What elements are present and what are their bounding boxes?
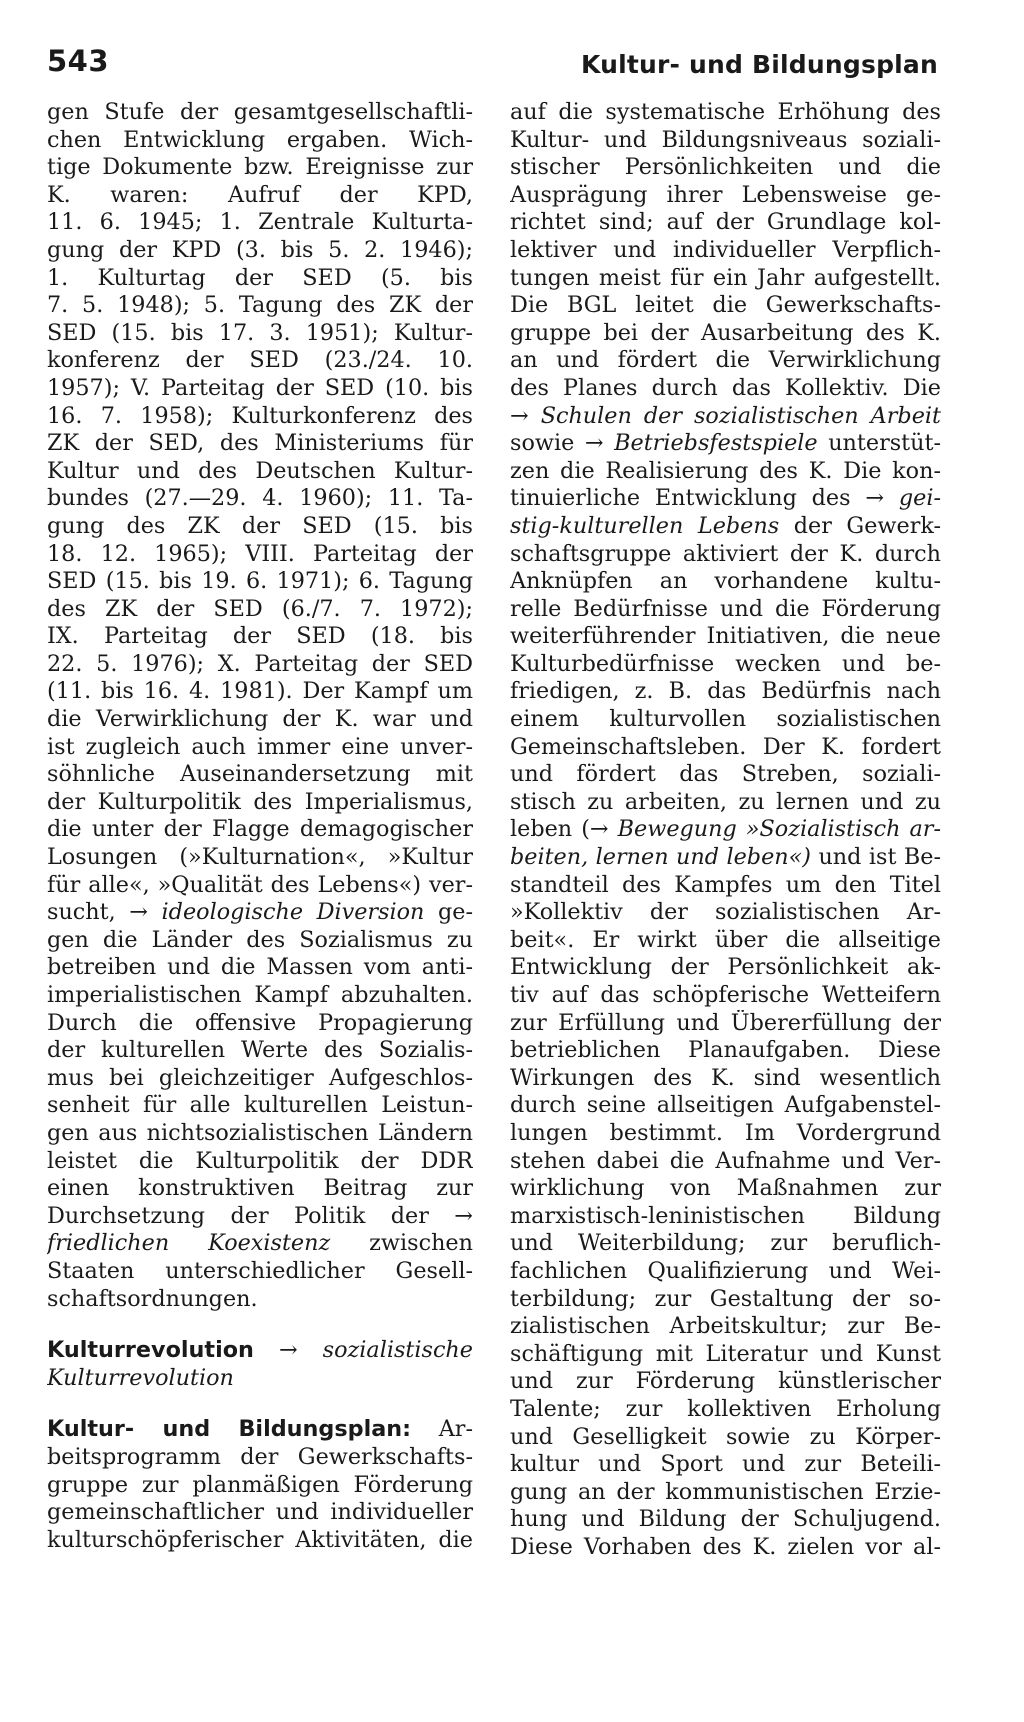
text-line: gen die Länder des Sozialismus zu: [47, 926, 473, 953]
text-line: tiv auf das schöpferische Wetteifern: [510, 982, 941, 1008]
text-line: »Kollektiv der sozialistischen Ar-: [510, 899, 941, 926]
text-run: tinuierliche Entwicklung des: [510, 485, 866, 512]
cross-reference-ideologische-diversion[interactable]: ideologische Diversion: [161, 899, 425, 926]
text-line: der Kulturpolitik des Imperialismus,: [47, 788, 473, 815]
text-run: sowie: [510, 430, 585, 457]
page-number: 543: [47, 44, 110, 78]
text-line: Gemeinschaftsleben. Der K. fordert: [510, 733, 941, 760]
entry-spacer: [47, 1313, 473, 1337]
text-line: mus bei gleichzeitiger Aufgeschlos-: [47, 1064, 473, 1091]
cross-reference-arrow-icon: →: [865, 485, 899, 512]
text-line: weiterführender Initiativen, die neue: [510, 623, 941, 650]
text-line: [47, 1416, 473, 1444]
text-line: und Geselligkeit sowie zu Körper-: [510, 1423, 941, 1450]
entry-spacer: [47, 1392, 473, 1416]
text-line: marxistisch-leninistischen Bildung: [510, 1202, 941, 1229]
cross-reference-sozialistische-kulturrevolution[interactable]: sozialistische: [322, 1337, 473, 1364]
text-run: unterstüt-: [817, 430, 941, 457]
cross-reference-friedliche-koexistenz[interactable]: friedlichen Koexistenz: [47, 1230, 331, 1257]
text-line: hung und Bildung der Schuljugend.: [510, 1506, 941, 1533]
text-line: betrieblichen Planaufgaben. Diese: [510, 1037, 941, 1064]
text-line: SED (15. bis 17. 3. 1951); Kultur-: [47, 319, 473, 346]
cross-reference-bewegung-sozialistisch-arbeiten[interactable]: Bewegung »Sozialistisch ar-: [617, 816, 941, 843]
text-line: wirklichung von Maßnahmen zur: [510, 1175, 941, 1202]
text-line: für alle«, »Qualität des Lebens«) ver-: [47, 871, 473, 898]
text-line: einen konstruktiven Beitrag zur: [47, 1175, 473, 1202]
text-line: Ausprägung ihrer Lebensweise ge-: [510, 181, 941, 208]
text-line: stischer Persönlichkeiten und die: [510, 154, 941, 181]
text-line: tige Dokumente bzw. Ereignisse zur: [47, 154, 473, 181]
text-line: der kulturellen Werte des Sozialis-: [47, 1037, 473, 1064]
text-line: Durchsetzung der Politik der →: [47, 1202, 473, 1229]
text-line: und fördert das Streben, soziali-: [510, 761, 941, 788]
text-line: Diese Vorhaben des K. zielen vor al-: [510, 1533, 941, 1560]
cross-reference-arrow-icon: →: [129, 899, 162, 926]
entry-headword: Kulturrevolution: [47, 1337, 254, 1364]
text-line: und zur Förderung künstlerischer: [510, 1368, 941, 1395]
text-line: 11. 6. 1945; 1. Zentrale Kulturta-: [47, 209, 473, 236]
text-line: Die BGL leitet die Gewerkschafts-: [510, 292, 941, 319]
cross-reference-sozialistische-kulturrevolution-cont[interactable]: Kulturrevolution: [47, 1364, 234, 1391]
text-line: des Planes durch das Kollektiv. Die: [510, 374, 941, 401]
text-line: gung der KPD (3. bis 5. 2. 1946);: [47, 236, 473, 263]
text-line: [47, 1337, 473, 1365]
text-line: [510, 816, 941, 844]
text-line: relle Bedürfnisse und die Förderung: [510, 595, 941, 622]
text-line: zur Erfüllung und Übererfüllung der: [510, 1009, 941, 1036]
text-line: Kultur- und Bildungsniveaus soziali-: [510, 126, 941, 153]
text-line: schaftsordnungen.: [47, 1285, 258, 1312]
text-line: konferenz der SED (23./24. 10.: [47, 347, 473, 374]
text-line: lungen bestimmt. Im Vordergrund: [510, 1119, 941, 1146]
text-line: bundes (27.—29. 4. 1960); 11. Ta-: [47, 485, 473, 512]
text-line: 1957); V. Parteitag der SED (10. bis: [47, 374, 473, 401]
text-line: kulturschöpferischer Aktivitäten, die: [47, 1526, 473, 1553]
text-run: und ist Be-: [810, 844, 941, 871]
text-line: IX. Parteitag der SED (18. bis: [47, 623, 473, 650]
text-line: Losungen (»Kulturnation«, »Kultur: [47, 844, 473, 871]
text-line: 22. 5. 1976); X. Parteitag der SED: [47, 650, 473, 677]
text-line: [510, 430, 941, 458]
text-line: friedigen, z. B. das Bedürfnis nach: [510, 678, 941, 705]
text-line: Staaten unterschiedlicher Gesell-: [47, 1257, 473, 1284]
text-line: [47, 1365, 473, 1393]
text-line: an und fördert die Verwirklichung: [510, 347, 941, 374]
cross-reference-schulen-der-sozialistischen-arbeit[interactable]: Schulen der sozialistischen Arbeit: [540, 402, 941, 429]
text-line: K. waren: Aufruf der KPD,: [47, 181, 473, 208]
entry-headword: Kultur- und Bildungsplan:: [47, 1416, 412, 1443]
cross-reference-geistig-kulturelles-leben-cont[interactable]: stig-kulturellen Lebens: [510, 512, 780, 539]
text-line: richtet sind; auf der Grundlage kol-: [510, 209, 941, 236]
text-line: [47, 1230, 473, 1258]
text-line: beitsprogramm der Gewerkschafts-: [47, 1443, 473, 1470]
text-line: die unter der Flagge demagogischer: [47, 816, 473, 843]
text-line: beit«. Er wirkt über die allseitige: [510, 926, 941, 953]
text-line: Durch die offensive Propagierung: [47, 1009, 473, 1036]
text-line: kultur und Sport und zur Beteili-: [510, 1451, 941, 1478]
text-line: söhnliche Auseinandersetzung mit: [47, 761, 473, 788]
text-line: gemeinschaftlicher und individueller: [47, 1499, 473, 1526]
text-line: gung an der kommunistischen Erzie-: [510, 1478, 941, 1505]
text-line: (11. bis 16. 4. 1981). Der Kampf um: [47, 678, 473, 705]
text-line: standteil des Kampfes um den Titel: [510, 871, 941, 898]
cross-reference-arrow-icon: →: [253, 1337, 323, 1364]
text-line: einem kulturvollen sozialistischen: [510, 706, 941, 733]
text-run: Ar-: [411, 1416, 473, 1443]
text-line: Anknüpfen an vorhandene kultu-: [510, 568, 941, 595]
text-line: gruppe zur planmäßigen Förderung: [47, 1471, 473, 1498]
text-line: schaftsgruppe aktiviert der K. durch: [510, 540, 941, 567]
text-line: fachlichen Qualifizierung und Wei-: [510, 1257, 941, 1284]
text-line: gung des ZK der SED (15. bis: [47, 512, 473, 539]
text-run: sucht,: [47, 899, 130, 926]
cross-reference-betriebsfestspiele[interactable]: Betriebsfestspiele: [614, 430, 818, 457]
text-line: ZK der SED, des Ministeriums für: [47, 430, 473, 457]
cross-reference-arrow-icon: →: [584, 430, 615, 457]
text-line: [510, 485, 941, 513]
text-line: [47, 899, 473, 927]
text-line: stehen dabei die Aufnahme und Ver-: [510, 1147, 941, 1174]
text-line: 18. 12. 1965); VIII. Parteitag der: [47, 540, 473, 567]
text-line: chen Entwicklung ergaben. Wich-: [47, 126, 473, 153]
text-line: [510, 844, 941, 872]
text-line: die Verwirklichung der K. war und: [47, 706, 473, 733]
text-line: zen die Realisierung des K. Die kon-: [510, 457, 941, 484]
entry-continuation-paragraph: [47, 99, 473, 1313]
text-line: leistet die Kulturpolitik der DDR: [47, 1147, 473, 1174]
right-column: [510, 99, 941, 1561]
cross-reference-geistig-kulturelles-leben[interactable]: gei-: [898, 485, 941, 512]
text-line: gen Stufe der gesamtgesellschaftli-: [47, 99, 473, 125]
text-line: Wirkungen des K. sind wesentlich: [510, 1064, 941, 1091]
text-line: gruppe bei der Ausarbeitung des K.: [510, 319, 941, 346]
text-line: 16. 7. 1958); Kulturkonferenz des: [47, 402, 473, 429]
text-line: lektiver und individueller Verpflich-: [510, 236, 941, 263]
text-line: des ZK der SED (6./7. 7. 1972);: [47, 595, 473, 622]
text-run: leben (: [510, 816, 590, 843]
cross-reference-arrow-icon: →: [589, 816, 618, 843]
text-line: auf die systematische Erhöhung des: [510, 99, 941, 125]
text-line: gen aus nichtsozialistischen Ländern: [47, 1119, 473, 1146]
cross-reference-arrow-icon: →: [510, 402, 541, 429]
running-head: Kultur- und Bildungsplan: [580, 50, 938, 79]
entry-kulturrevolution: [47, 1337, 473, 1392]
text-line: SED (15. bis 19. 6. 1971); 6. Tagung: [47, 568, 473, 595]
text-line: tungen meist für ein Jahr aufgestellt.: [510, 264, 941, 291]
text-line: zialistischen Arbeitskultur; zur Be-: [510, 1313, 941, 1340]
entry-kultur-und-bildungsplan: [47, 1416, 473, 1554]
text-line: imperialistischen Kampf abzuhalten.: [47, 982, 473, 1008]
left-column: [47, 99, 473, 1554]
text-line: [510, 513, 941, 541]
text-run: zwischen: [330, 1230, 473, 1257]
text-line: schäftigung mit Literatur und Kunst: [510, 1340, 941, 1367]
text-line: Kultur und des Deutschen Kultur-: [47, 457, 473, 484]
text-line: terbildung; zur Gestaltung der so-: [510, 1285, 941, 1312]
page-header: [47, 44, 938, 84]
text-line: durch seine allseitigen Aufgabenstel-: [510, 1092, 941, 1119]
text-line: Entwicklung der Persönlichkeit ak-: [510, 954, 941, 981]
text-line: [510, 403, 941, 431]
text-run: der Gewerk-: [779, 512, 941, 539]
text-line: Talente; zur kollektiven Erholung: [510, 1395, 941, 1422]
text-line: senheit für alle kulturellen Leistun-: [47, 1092, 473, 1119]
text-line: und Weiterbildung; zur beruflich-: [510, 1230, 941, 1257]
text-line: 1. Kulturtag der SED (5. bis: [47, 264, 473, 291]
text-line: Kulturbedürfnisse wecken und be-: [510, 650, 941, 677]
text-line: ist zugleich auch immer eine unver-: [47, 733, 473, 760]
text-run: ge-: [424, 899, 473, 926]
text-line: betreiben und die Massen vom anti-: [47, 954, 473, 981]
cross-reference-bewegung-sozialistisch-arbeiten-cont[interactable]: beiten, lernen und leben«): [510, 844, 811, 871]
text-line: 7. 5. 1948); 5. Tagung des ZK der: [47, 292, 473, 319]
text-line: stisch zu arbeiten, zu lernen und zu: [510, 788, 941, 815]
